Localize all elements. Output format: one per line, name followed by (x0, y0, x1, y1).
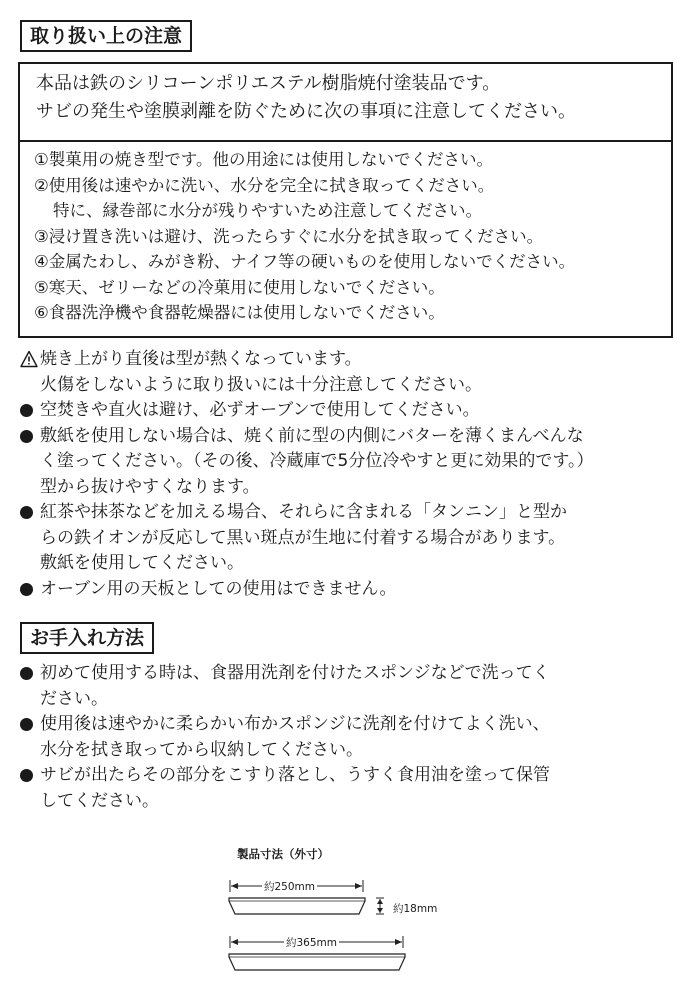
inner-width-label: 約250mm (264, 881, 315, 893)
list-item (20, 763, 550, 814)
bullet-icon (20, 500, 40, 528)
intro-line: 本品は鉄のシリコーンポリエステル樹脂焼付塗装品です。 (36, 73, 501, 94)
tray-diagram (225, 846, 465, 996)
item-line: 使用後は速やかに柔らかい布かスポンジに洗剤を付けてよく洗い、 (40, 714, 550, 734)
height-label: 約18mm (393, 903, 438, 915)
dimensions-title: 製品寸法（外寸） (237, 847, 329, 861)
outer-width-label: 約365mm (286, 937, 337, 949)
bullet-icon (20, 712, 40, 740)
handling-rules (34, 147, 575, 326)
bullet-icon (20, 577, 40, 605)
item-line: 焼き上がり直後は型が熱くなっています。 (40, 349, 362, 369)
list-item (20, 424, 593, 501)
handling-rule: 特に、縁巻部に水分が残りやすいため注意してください。 (53, 201, 482, 220)
handling-rule: ①製菓用の焼き型です。他の用途には使用しないでください。 (34, 150, 493, 169)
list-item (20, 661, 550, 712)
list-item (20, 712, 550, 763)
list-item (20, 577, 593, 603)
handling-section-title: 取り扱い上の注意 (20, 20, 192, 52)
item-line: ださい。 (40, 688, 108, 709)
caution-list (20, 347, 593, 602)
item-line: 型から抜けやすくなります。 (40, 476, 260, 497)
item-line: 敷紙を使用してください。 (40, 553, 244, 573)
list-item (20, 398, 593, 424)
handling-rule: ⑤寒天、ゼリーなどの冷菓用に使用しないでください。 (34, 277, 445, 297)
care-section-title: お手入れ方法 (20, 622, 154, 654)
box-divider (20, 140, 671, 142)
item-line: してください。 (40, 790, 159, 811)
product-dimensions (225, 846, 465, 996)
warning-icon (20, 347, 40, 368)
bullet-icon (20, 763, 40, 791)
item-line: オーブン用の天板としての使用はできません。 (40, 578, 397, 599)
list-item (20, 347, 593, 398)
material-intro (36, 70, 576, 126)
handling-rule: ④金属たわし、みがき粉、ナイフ等の硬いものを使用しないでください。 (34, 252, 576, 271)
item-line: サビが出たらその部分をこすり落とし、うすく食用油を塗って保管 (40, 765, 550, 785)
bullet-icon (20, 398, 40, 426)
item-line: 紅茶や抹茶などを加える場合、それらに含まれる「タンニン」と型か (40, 502, 567, 522)
item-line: らの鉄イオンが反応して黒い斑点が生地に付着する場合があります。 (40, 527, 566, 548)
item-line: 水分を拭き取ってから収納してください。 (40, 739, 363, 760)
bullet-icon (20, 424, 40, 452)
item-line: 敷紙を使用しない場合は、焼く前に型の内側にバターを薄くまんべんな (40, 425, 584, 446)
list-item (20, 500, 593, 577)
bullet-icon (20, 661, 40, 689)
item-line: 火傷をしないように取り扱いには十分注意してください。 (40, 374, 482, 395)
handling-rule: ③浸け置き洗いは避け、洗ったらすぐに水分を拭き取ってください。 (34, 226, 544, 246)
item-line: く塗ってください。（その後、冷蔵庫で5分位冷やすと更に効果的です。） (40, 451, 594, 471)
item-line: 空焚きや直火は避け、必ずオーブンで使用してください。 (40, 400, 480, 420)
handling-rule: ⑥食器洗浄機や食器乾燥器には使用しないでください。 (34, 303, 445, 322)
care-list (20, 661, 550, 814)
handling-rule: ②使用後は速やかに洗い、水分を完全に拭き取ってください。 (34, 175, 495, 195)
intro-line: サビの発生や塗膜剥離を防ぐために次の事項に注意してください。 (36, 101, 576, 122)
handling-notice-box (18, 62, 673, 338)
item-line: 初めて使用する時は、食器用洗剤を付けたスポンジなどで洗ってく (40, 663, 550, 683)
